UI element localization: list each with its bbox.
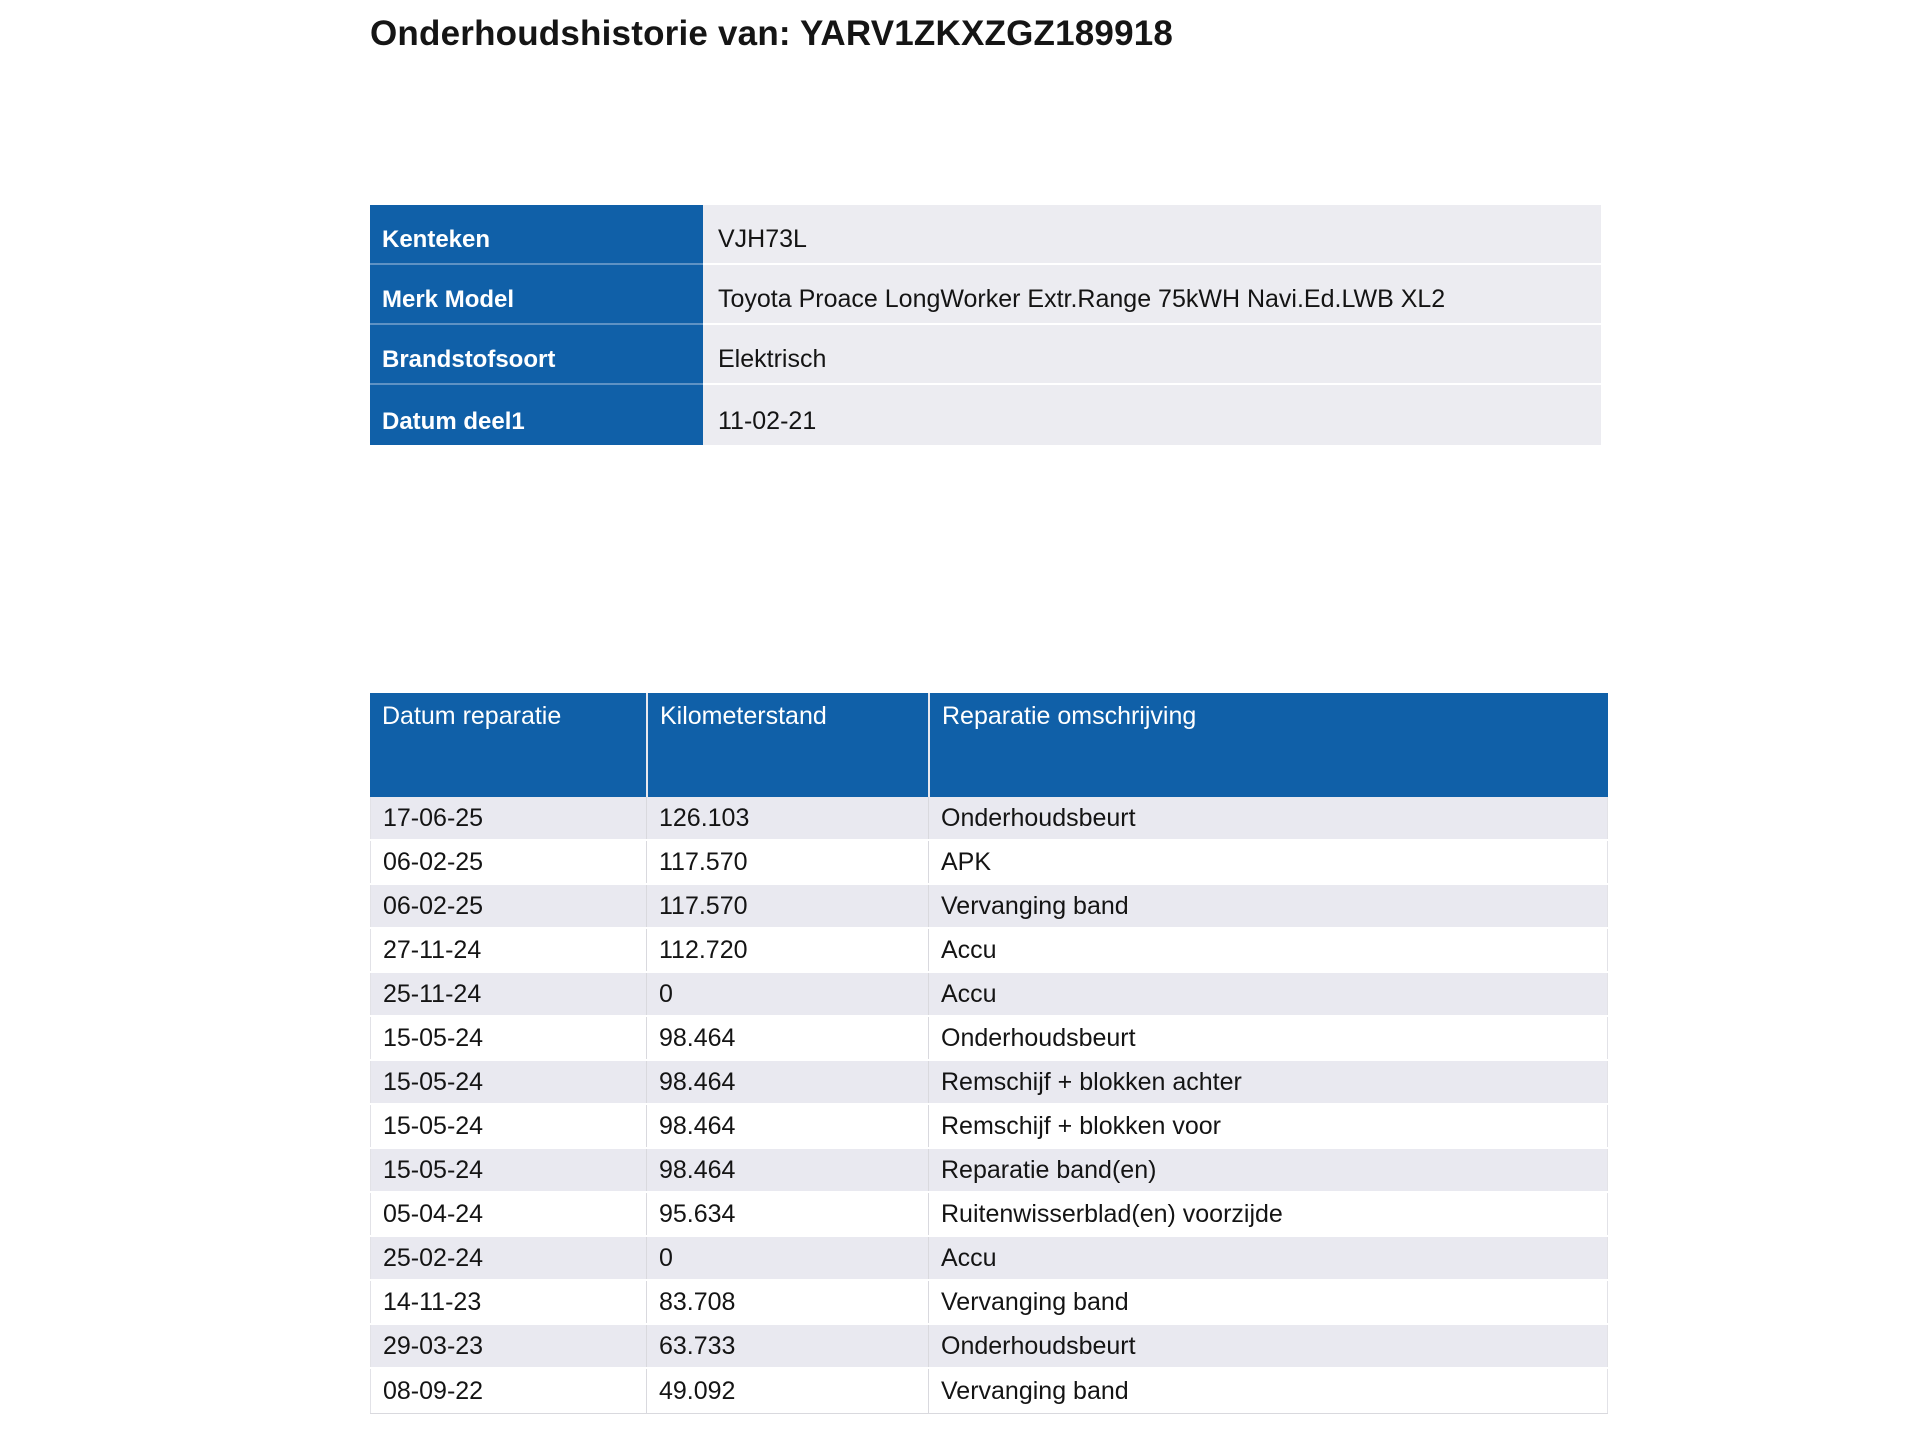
repair-date-cell: 27-11-24 — [370, 929, 646, 971]
odometer-cell: 117.570 — [646, 841, 928, 883]
table-row — [370, 1061, 1608, 1105]
page-title: Onderhoudshistorie van: YARV1ZKXZGZ189918 — [370, 14, 1174, 53]
odometer-cell: 0 — [646, 973, 928, 1015]
table-row — [370, 885, 1608, 929]
repair-date-cell: 15-05-24 — [370, 1017, 646, 1059]
repair-date-cell: 06-02-25 — [370, 841, 646, 883]
table-row — [370, 929, 1608, 973]
repair-description-cell: Vervanging band — [928, 1369, 1608, 1413]
column-header-kilometerstand: Kilometerstand — [646, 693, 928, 797]
maintenance-table-body — [370, 797, 1608, 1414]
repair-date-cell: 06-02-25 — [370, 885, 646, 927]
odometer-cell: 63.733 — [646, 1325, 928, 1367]
odometer-cell: 98.464 — [646, 1149, 928, 1191]
odometer-cell: 117.570 — [646, 885, 928, 927]
vehicle-info-row — [370, 205, 1601, 265]
repair-date-cell: 17-06-25 — [370, 797, 646, 839]
table-row — [370, 841, 1608, 885]
column-header-datum-reparatie: Datum reparatie — [382, 702, 562, 730]
repair-description-cell: Onderhoudsbeurt — [928, 1325, 1608, 1367]
repair-date-cell: 29-03-23 — [370, 1325, 646, 1367]
repair-description-cell: Remschijf + blokken voor — [928, 1105, 1608, 1147]
repair-description-cell: Vervanging band — [928, 885, 1608, 927]
table-row — [370, 1369, 1608, 1413]
repair-date-cell: 05-04-24 — [370, 1193, 646, 1235]
info-label-kenteken: Kenteken — [370, 205, 703, 265]
info-value-datum-deel1: 11-02-21 — [703, 385, 1601, 445]
maintenance-table-header — [370, 693, 1608, 797]
repair-description-cell: Onderhoudsbeurt — [928, 797, 1608, 839]
table-row — [370, 1281, 1608, 1325]
info-value-brandstofsoort: Elektrisch — [703, 325, 1601, 385]
repair-date-cell: 14-11-23 — [370, 1281, 646, 1323]
repair-description-cell: Accu — [928, 929, 1608, 971]
info-value-merk-model: Toyota Proace LongWorker Extr.Range 75kWH Navi.Ed.LWB XL2 — [703, 265, 1601, 325]
vehicle-info-row — [370, 325, 1601, 385]
odometer-cell: 83.708 — [646, 1281, 928, 1323]
table-row — [370, 1193, 1608, 1237]
repair-description-cell: Ruitenwisserblad(en) voorzijde — [928, 1193, 1608, 1235]
repair-date-cell: 15-05-24 — [370, 1105, 646, 1147]
table-row — [370, 1017, 1608, 1061]
table-row — [370, 973, 1608, 1017]
odometer-cell: 98.464 — [646, 1105, 928, 1147]
odometer-cell: 98.464 — [646, 1061, 928, 1103]
vehicle-info-row — [370, 265, 1601, 325]
info-label-merk-model: Merk Model — [370, 265, 703, 325]
repair-description-cell: Reparatie band(en) — [928, 1149, 1608, 1191]
repair-description-cell: Accu — [928, 973, 1608, 1015]
odometer-cell: 0 — [646, 1237, 928, 1279]
info-label-datum-deel1: Datum deel1 — [370, 385, 703, 445]
repair-date-cell: 15-05-24 — [370, 1061, 646, 1103]
repair-description-cell: Onderhoudsbeurt — [928, 1017, 1608, 1059]
repair-description-cell: Accu — [928, 1237, 1608, 1279]
repair-date-cell: 25-02-24 — [370, 1237, 646, 1279]
vehicle-info-row — [370, 385, 1601, 445]
info-label-brandstofsoort: Brandstofsoort — [370, 325, 703, 385]
column-header-reparatie-omschrijving: Reparatie omschrijving — [928, 693, 1608, 797]
repair-description-cell: APK — [928, 841, 1608, 883]
odometer-cell: 126.103 — [646, 797, 928, 839]
vehicle-info-table — [370, 205, 1601, 445]
odometer-cell: 98.464 — [646, 1017, 928, 1059]
repair-description-cell: Vervanging band — [928, 1281, 1608, 1323]
repair-date-cell: 08-09-22 — [370, 1369, 646, 1413]
repair-description-cell: Remschijf + blokken achter — [928, 1061, 1608, 1103]
odometer-cell: 95.634 — [646, 1193, 928, 1235]
table-row — [370, 1149, 1608, 1193]
odometer-cell: 112.720 — [646, 929, 928, 971]
repair-date-cell: 15-05-24 — [370, 1149, 646, 1191]
table-row — [370, 797, 1608, 841]
maintenance-history-table — [370, 693, 1608, 1414]
info-value-kenteken: VJH73L — [703, 205, 1601, 265]
odometer-cell: 49.092 — [646, 1369, 928, 1413]
table-row — [370, 1325, 1608, 1369]
table-row — [370, 1105, 1608, 1149]
repair-date-cell: 25-11-24 — [370, 973, 646, 1015]
table-row — [370, 1237, 1608, 1281]
